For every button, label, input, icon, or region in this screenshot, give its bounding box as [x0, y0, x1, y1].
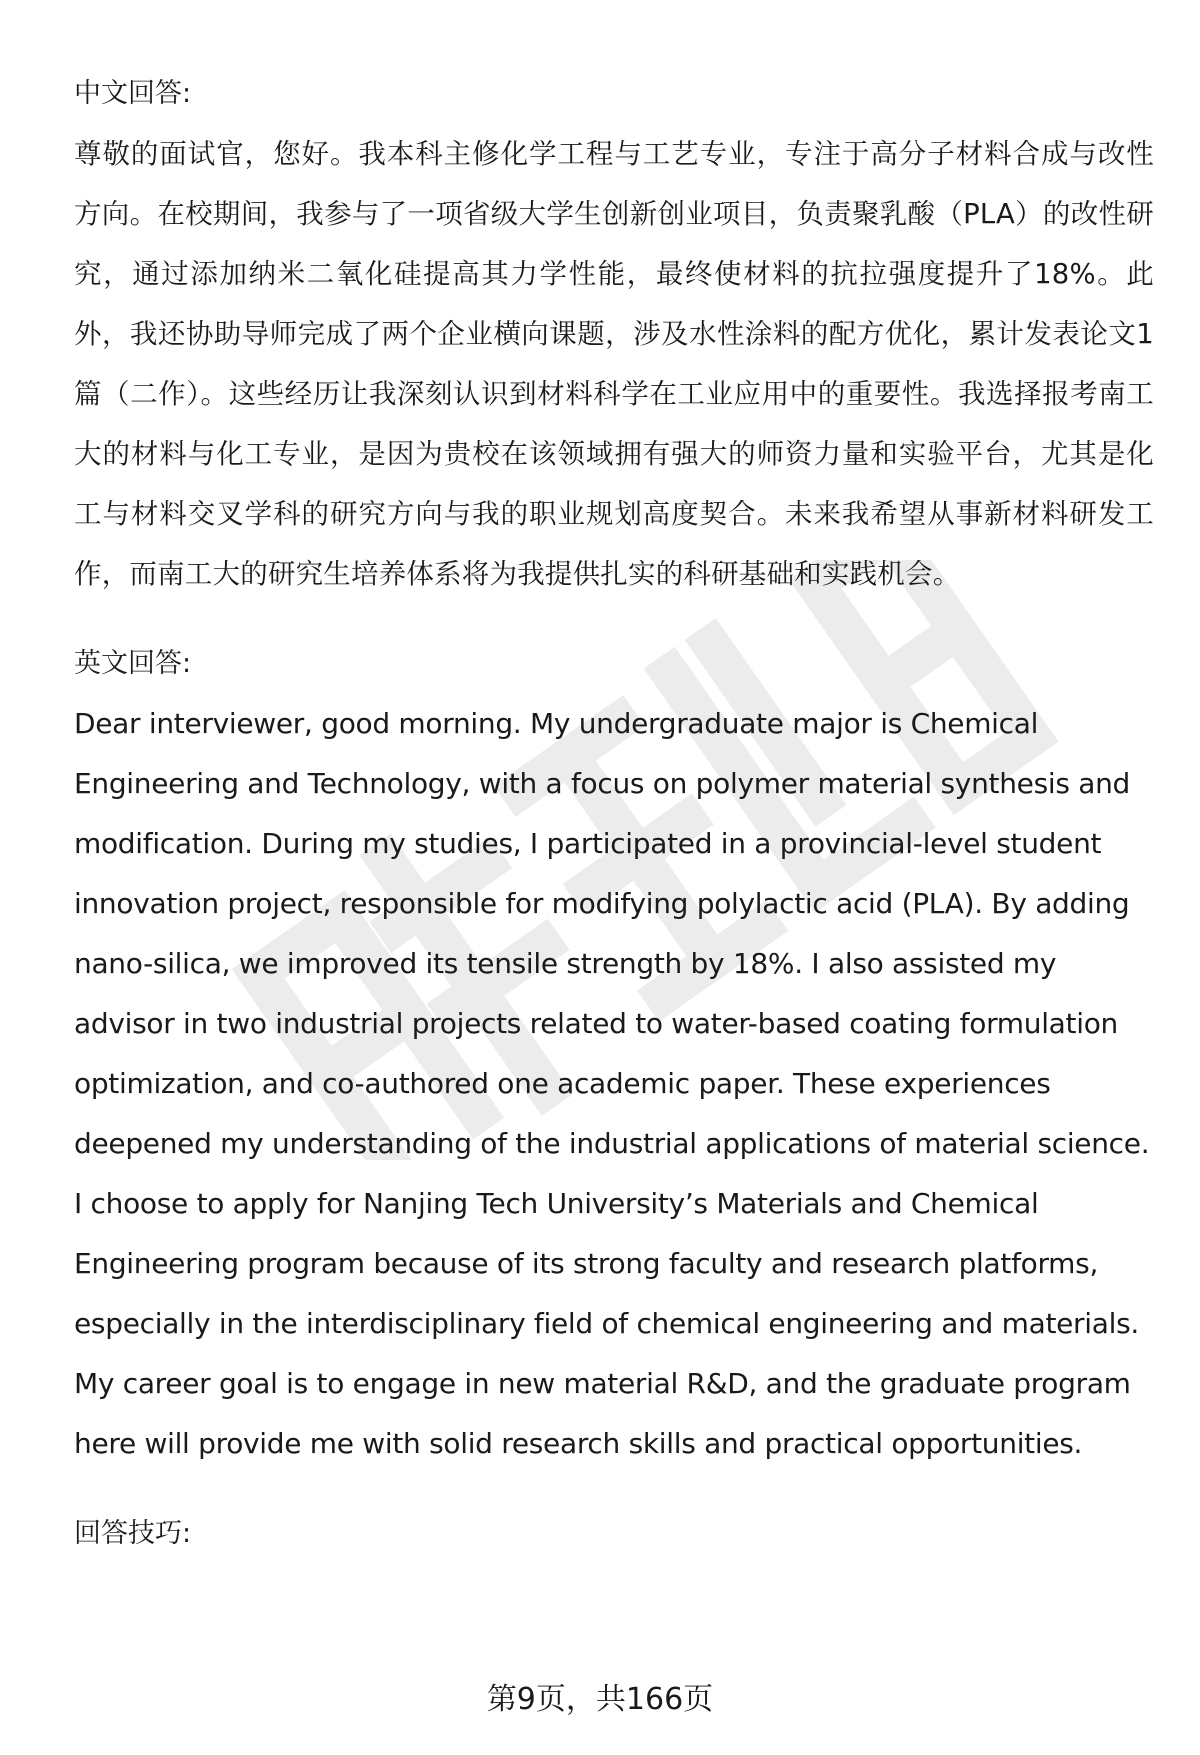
answer-tips-heading: 回答技巧: — [74, 1518, 192, 1549]
english-answer-heading: 英文回答: — [74, 648, 192, 679]
page-number: 第9页，共166页 — [486, 1682, 714, 1717]
chinese-answer-heading: 中文回答: — [74, 78, 192, 109]
chinese-answer-text: 尊敬的面试官，您好。我本科主修化学工程与工艺专业，专注于高分子材料合成与改性方向。在校期间，我参与了一项省级大学生创新创业项目，负责聚乳酸（PLA）的改性研究，通过添加纳米二氧化硅提高其力学性能，最终使材料的抗拉强度提升了18%。此外，我还协助导师完成了两个企业横向课题，涉及水性涂料的配方优化，累计发表论文1篇（二作）。这些经历让我深刻认识到材料科学在工业应用中的重要性。我选择报考南工大的材料与化工专业，是因为贵校在该领域拥有强大的师资力量和实验平台，尤其是化工与材料交叉学科的研究方向与我的职业规划高度契合。未来我希望从事新材料研发工作，而南工大的研究生培养体系将为我提供扎实的科研基础和实践机会。 — [74, 138, 1154, 590]
english-answer-text: Dear interviewer, good morning. My undergraduate major is Chemical Engineering and Technology, with a focus on polymer material synthesis and modification. During my studies, I participated in a provincial-level student innovation project, responsible for modifying polylactic acid (PLA). By adding nano-silica, we improved its tensile strength by 18%. I also assisted my advisor in two industrial projects related to water-based coating formulation optimization, and co-authored one academic paper. These experiences deepened my understanding of the industrial applications of material science. I choose to apply for Nanjing Tech University’s Materials and Chemical Engineering program because of its strong faculty and research platforms, especially in the interdisciplinary field of chemical engineering and materials. My career goal is to engage in new material R&D, and the graduate program here will provide me with solid research skills and practical opportunities. — [74, 707, 1150, 1460]
document-content — [74, 64, 1154, 1564]
section-spacer — [74, 1474, 1154, 1504]
section-spacer — [74, 604, 1154, 634]
